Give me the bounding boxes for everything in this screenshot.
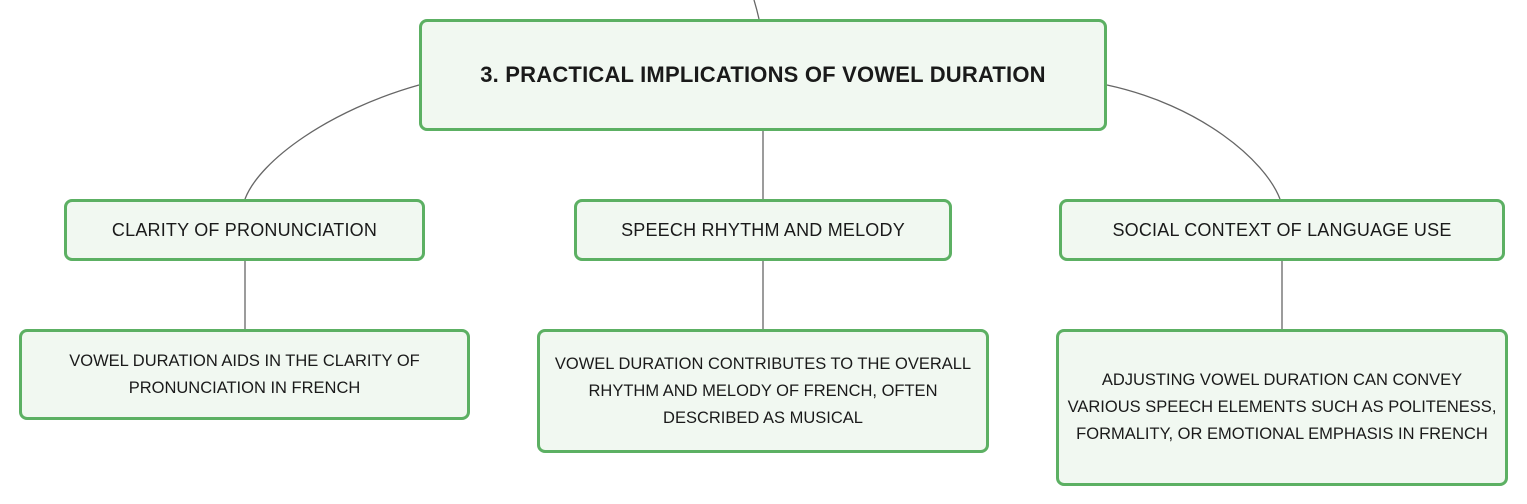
detail-node-rhythm[interactable]: [537, 329, 989, 453]
root-node[interactable]: [419, 19, 1107, 131]
connector-root-to-clarity: [245, 85, 419, 199]
branch-node-label: SPEECH RHYTHM AND MELODY: [621, 219, 905, 240]
detail-node-text: VOWEL DURATION CONTRIBUTES TO THE OVERALL RHYTHM AND MELODY OF FRENCH, OFTEN DESCRIBED AS MUSICAL: [554, 354, 972, 427]
branch-node-rhythm[interactable]: [574, 199, 952, 261]
branch-node-social[interactable]: [1059, 199, 1505, 261]
detail-node-clarity[interactable]: [19, 329, 470, 420]
detail-node-text: ADJUSTING VOWEL DURATION CAN CONVEY VARIOUS SPEECH ELEMENTS SUCH AS POLITENESS, FORMALITY, OR EMOTIONAL EMPHASIS IN FRENCH: [1067, 371, 1497, 443]
parent-connector: [754, 0, 759, 19]
connector-root-to-social: [1107, 85, 1280, 199]
branch-node-clarity[interactable]: [64, 199, 425, 261]
root-node-label: 3. PRACTICAL IMPLICATIONS OF VOWEL DURATION: [480, 62, 1046, 87]
branch-node-label: CLARITY OF PRONUNCIATION: [111, 219, 378, 240]
detail-node-social[interactable]: [1056, 329, 1508, 486]
detail-node-text: VOWEL DURATION AIDS IN THE CLARITY OF PRONUNCIATION IN FRENCH: [69, 351, 420, 397]
branch-node-label: SOCIAL CONTEXT OF LANGUAGE USE: [1112, 219, 1452, 240]
